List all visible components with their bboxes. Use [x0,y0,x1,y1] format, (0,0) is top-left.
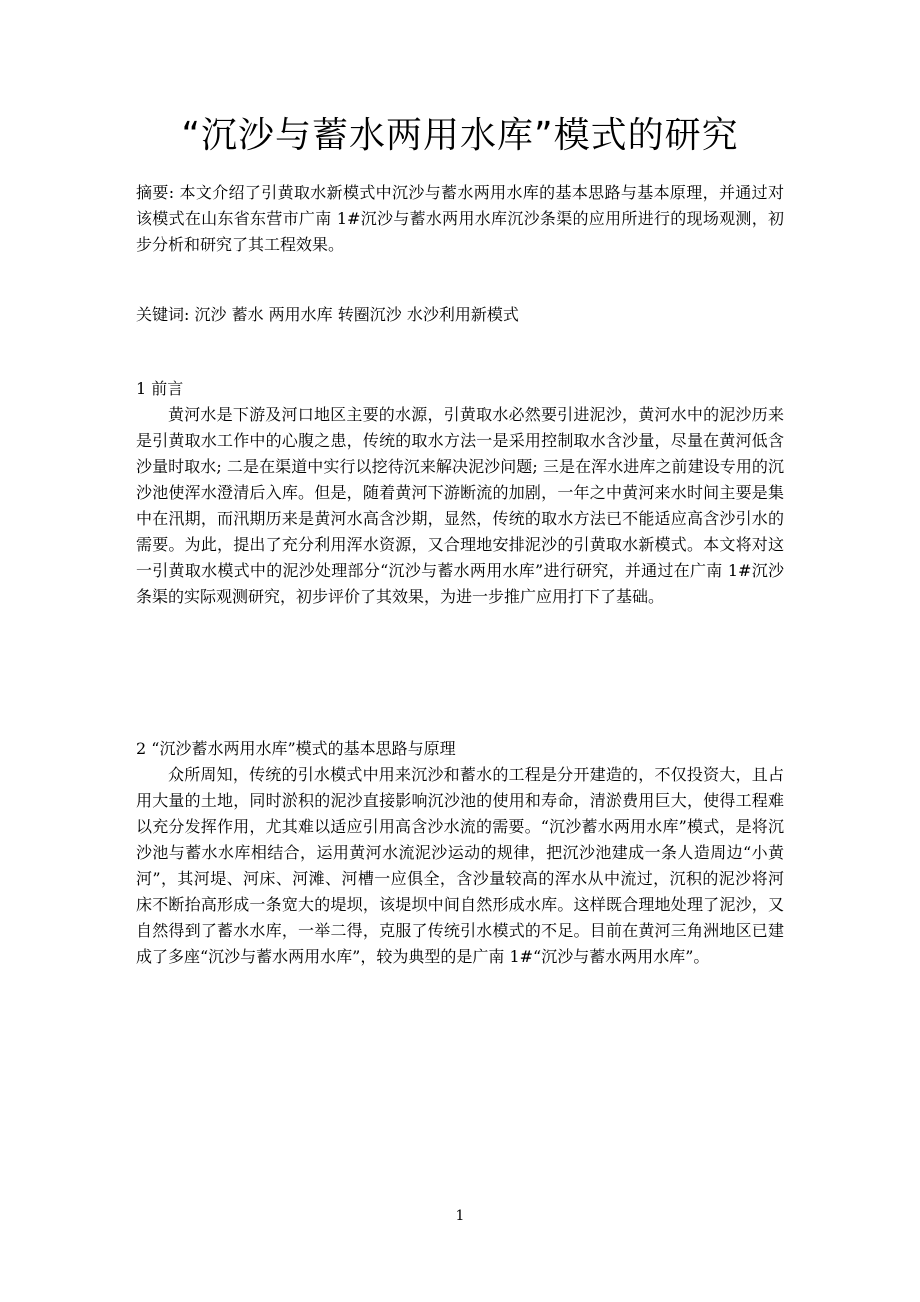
section-1-body: 黄河水是下游及河口地区主要的水源，引黄取水必然要引进泥沙，黄河水中的泥沙历来是引黄取水工作中的心腹之患，传统的取水方法一是采用控制取水含沙量，尽量在黄河低含沙量时取水; 二是在渠道中实行以挖待沉来解决泥沙问题; 三是在浑水进库之前建设专用的沉沙池使浑水澄清后入库。但是，随着黄河下游断流的加剧，一年之中黄河来水时间主要是集中在汛期，而汛期历来是黄河水高含沙期，显然，传统的取水方法已不能适应高含沙引水的需要。为此，提出了充分利用浑水资源，又合理地安排泥沙的引黄取水新模式。本文将对这一引黄取水模式中的泥沙处理部分“沉沙与蓄水两用水库”进行研究，并通过在广南 1#沉沙条渠的实际观测研究，初步评价了其效果，为进一步推广应用打下了基础。 [136,405,784,606]
section-1-heading: 1 前言 [136,379,184,398]
document-title: “沉沙与蓄水两用水库”模式的研究 [181,115,739,156]
section-2-body: 众所周知，传统的引水模式中用来沉沙和蓄水的工程是分开建造的，不仅投资大，且占用大量的土地，同时淤积的泥沙直接影响沉沙池的使用和寿命，清淤费用巨大，使得工程难以充分发挥作用，尤其难以适应引用高含沙水流的需要。“沉沙蓄水两用水库”模式，是将沉沙池与蓄水水库相结合，运用黄河水流泥沙运动的规律，把沉沙池建成一条人造周边“小黄河”，其河堤、河床、河滩、河槽一应俱全，含沙量较高的浑水从中流过，沉积的泥沙将河床不断抬高形成一条宽大的堤坝，该堤坝中间自然形成水库。这样既合理地处理了泥沙，又自然得到了蓄水水库，一举二得，克服了传统引水模式的不足。目前在黄河三角洲地区已建成了多座“沉沙与蓄水两用水库”，较为典型的是广南 1#“沉沙与蓄水两用水库”。 [136,765,784,966]
section-2-heading: 2 “沉沙蓄水两用水库”模式的基本思路与原理 [136,739,456,758]
abstract-paragraph: 摘要: 本文介绍了引黄取水新模式中沉沙与蓄水两用水库的基本思路与基本原理，并通过对该模式在山东省东营市广南 1#沉沙与蓄水两用水库沉沙条渠的应用所进行的现场观测，初步分析和研究了其工程效果。 [136,183,784,254]
page-number: 1 [455,1208,465,1224]
keywords-line: 关键词: 沉沙 蓄水 两用水库 转圈沉沙 水沙利用新模式 [136,305,519,324]
